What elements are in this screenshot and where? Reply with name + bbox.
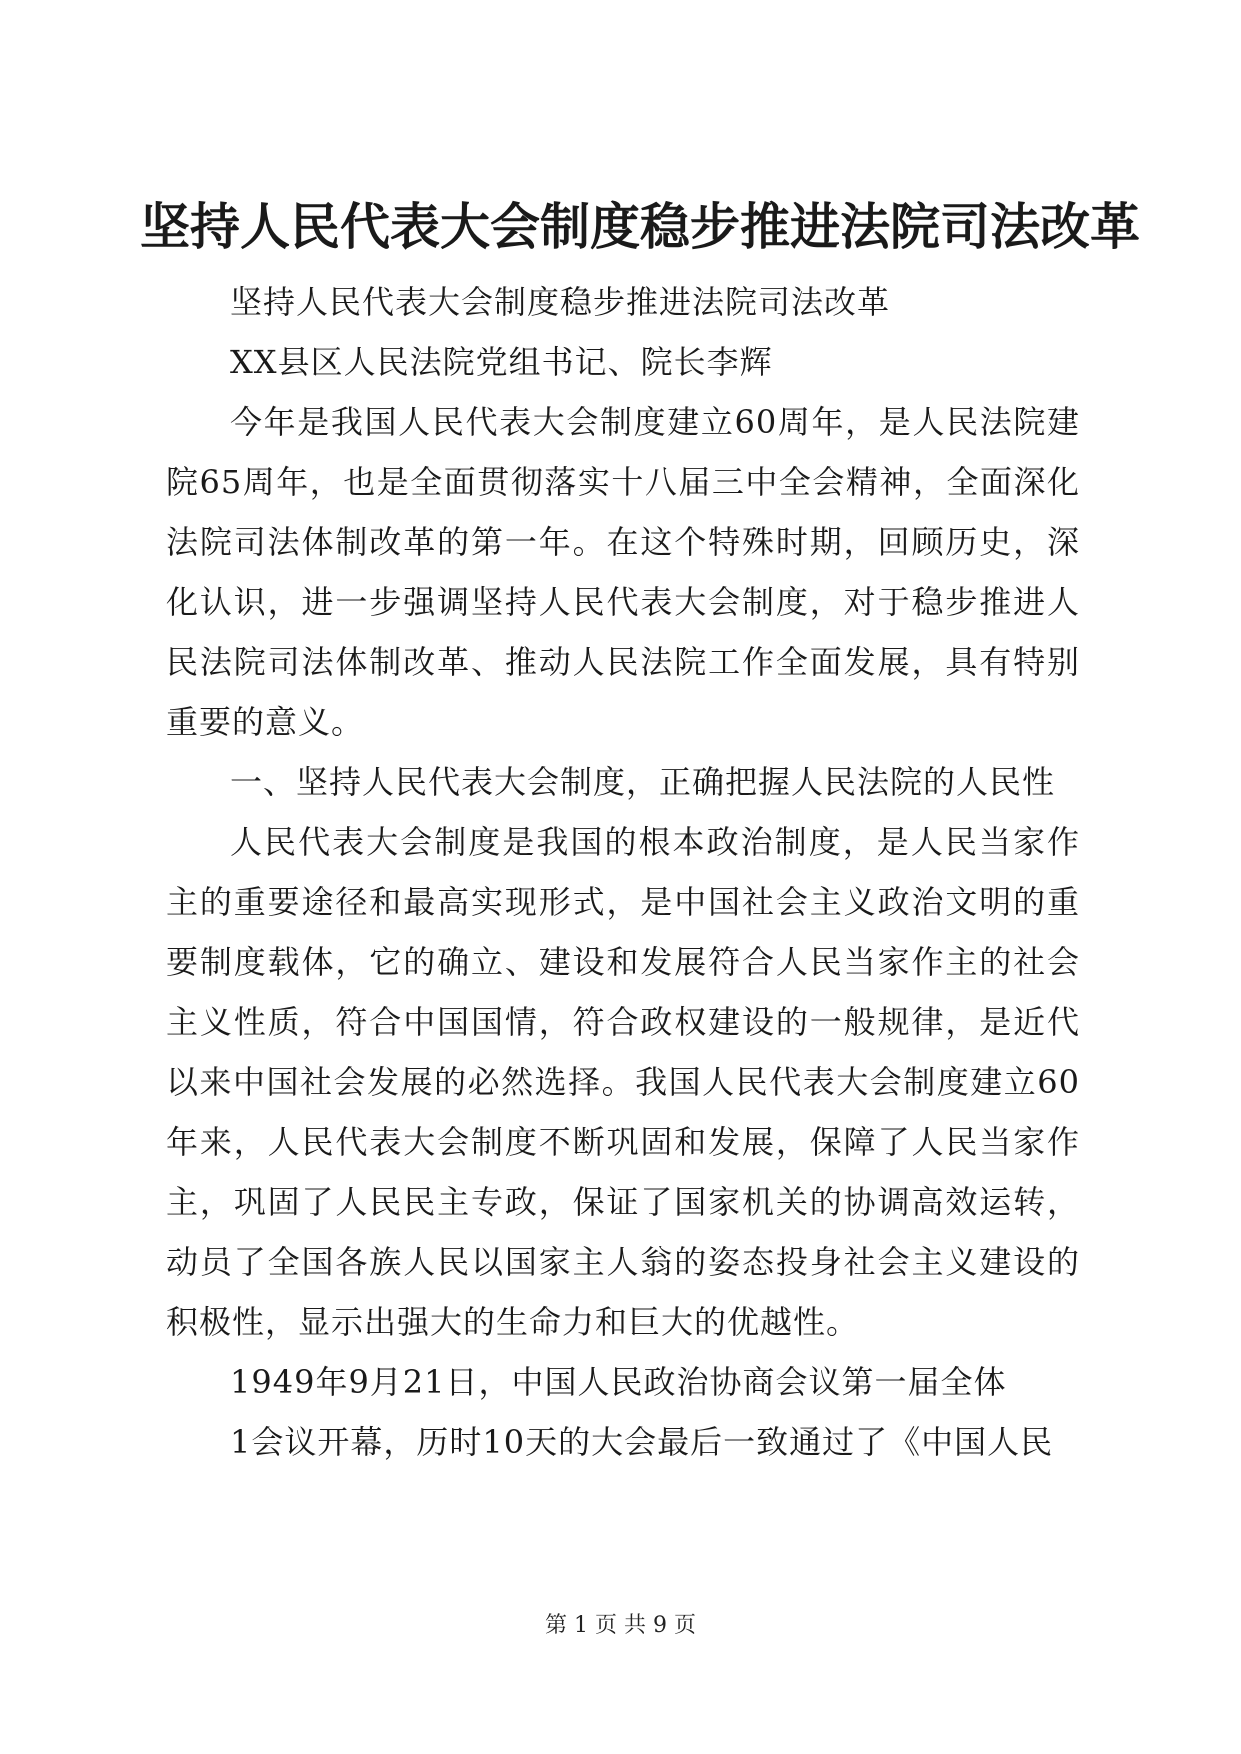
document-title: 坚持人民代表大会制度稳步推进法院司法改革 bbox=[140, 197, 1140, 256]
paragraph-body: 人民代表大会制度是我国的根本政治制度，是人民当家作主的重要途径和最高实现形式，是中国社会主义政治文明的重要制度载体，它的确立、建设和发展符合人民当家作主的社会主义性质，符合中国国情，符合政权建设的一般规律，是近代以来中国社会发展的必然选择。我国人民代表大会制度建立60年来，人民代表大会制度不断巩固和发展，保障了人民当家作主，巩固了人民民主专政，保证了国家机关的协调高效运转，动员了全国各族人民以国家主人翁的姿态投身社会主义建设的积极性，显示出强大的生命力和巨大的优越性。 bbox=[166, 823, 1080, 1341]
paragraph-subtitle: 坚持人民代表大会制度稳步推进法院司法改革 bbox=[230, 283, 891, 321]
page-footer: 第 1 页 共 9 页 bbox=[545, 1613, 696, 1638]
paragraph-continued: 1会议开幕，历时10天的大会最后一致通过了《中国人民 bbox=[230, 1423, 1054, 1461]
paragraph-intro: 今年是我国人民代表大会制度建立60周年，是人民法院建院65周年，也是全面贯彻落实十八届三中全会精神，全面深化法院司法体制改革的第一年。在这个特殊时期，回顾历史，深化认识，进一步强调坚持人民代表大会制度，对于稳步推进人民法院司法体制改革、推动人民法院工作全面发展，具有特别重要的意义。 bbox=[166, 403, 1080, 741]
paragraph-author: XX县区人民法院党组书记、院长李辉 bbox=[230, 343, 773, 381]
paragraph-history: 1949年9月21日，中国人民政治协商会议第一届全体 bbox=[230, 1363, 1007, 1401]
section-heading-1: 一、坚持人民代表大会制度，正确把握人民法院的人民性 bbox=[230, 763, 1056, 801]
document-body bbox=[166, 272, 1080, 1472]
